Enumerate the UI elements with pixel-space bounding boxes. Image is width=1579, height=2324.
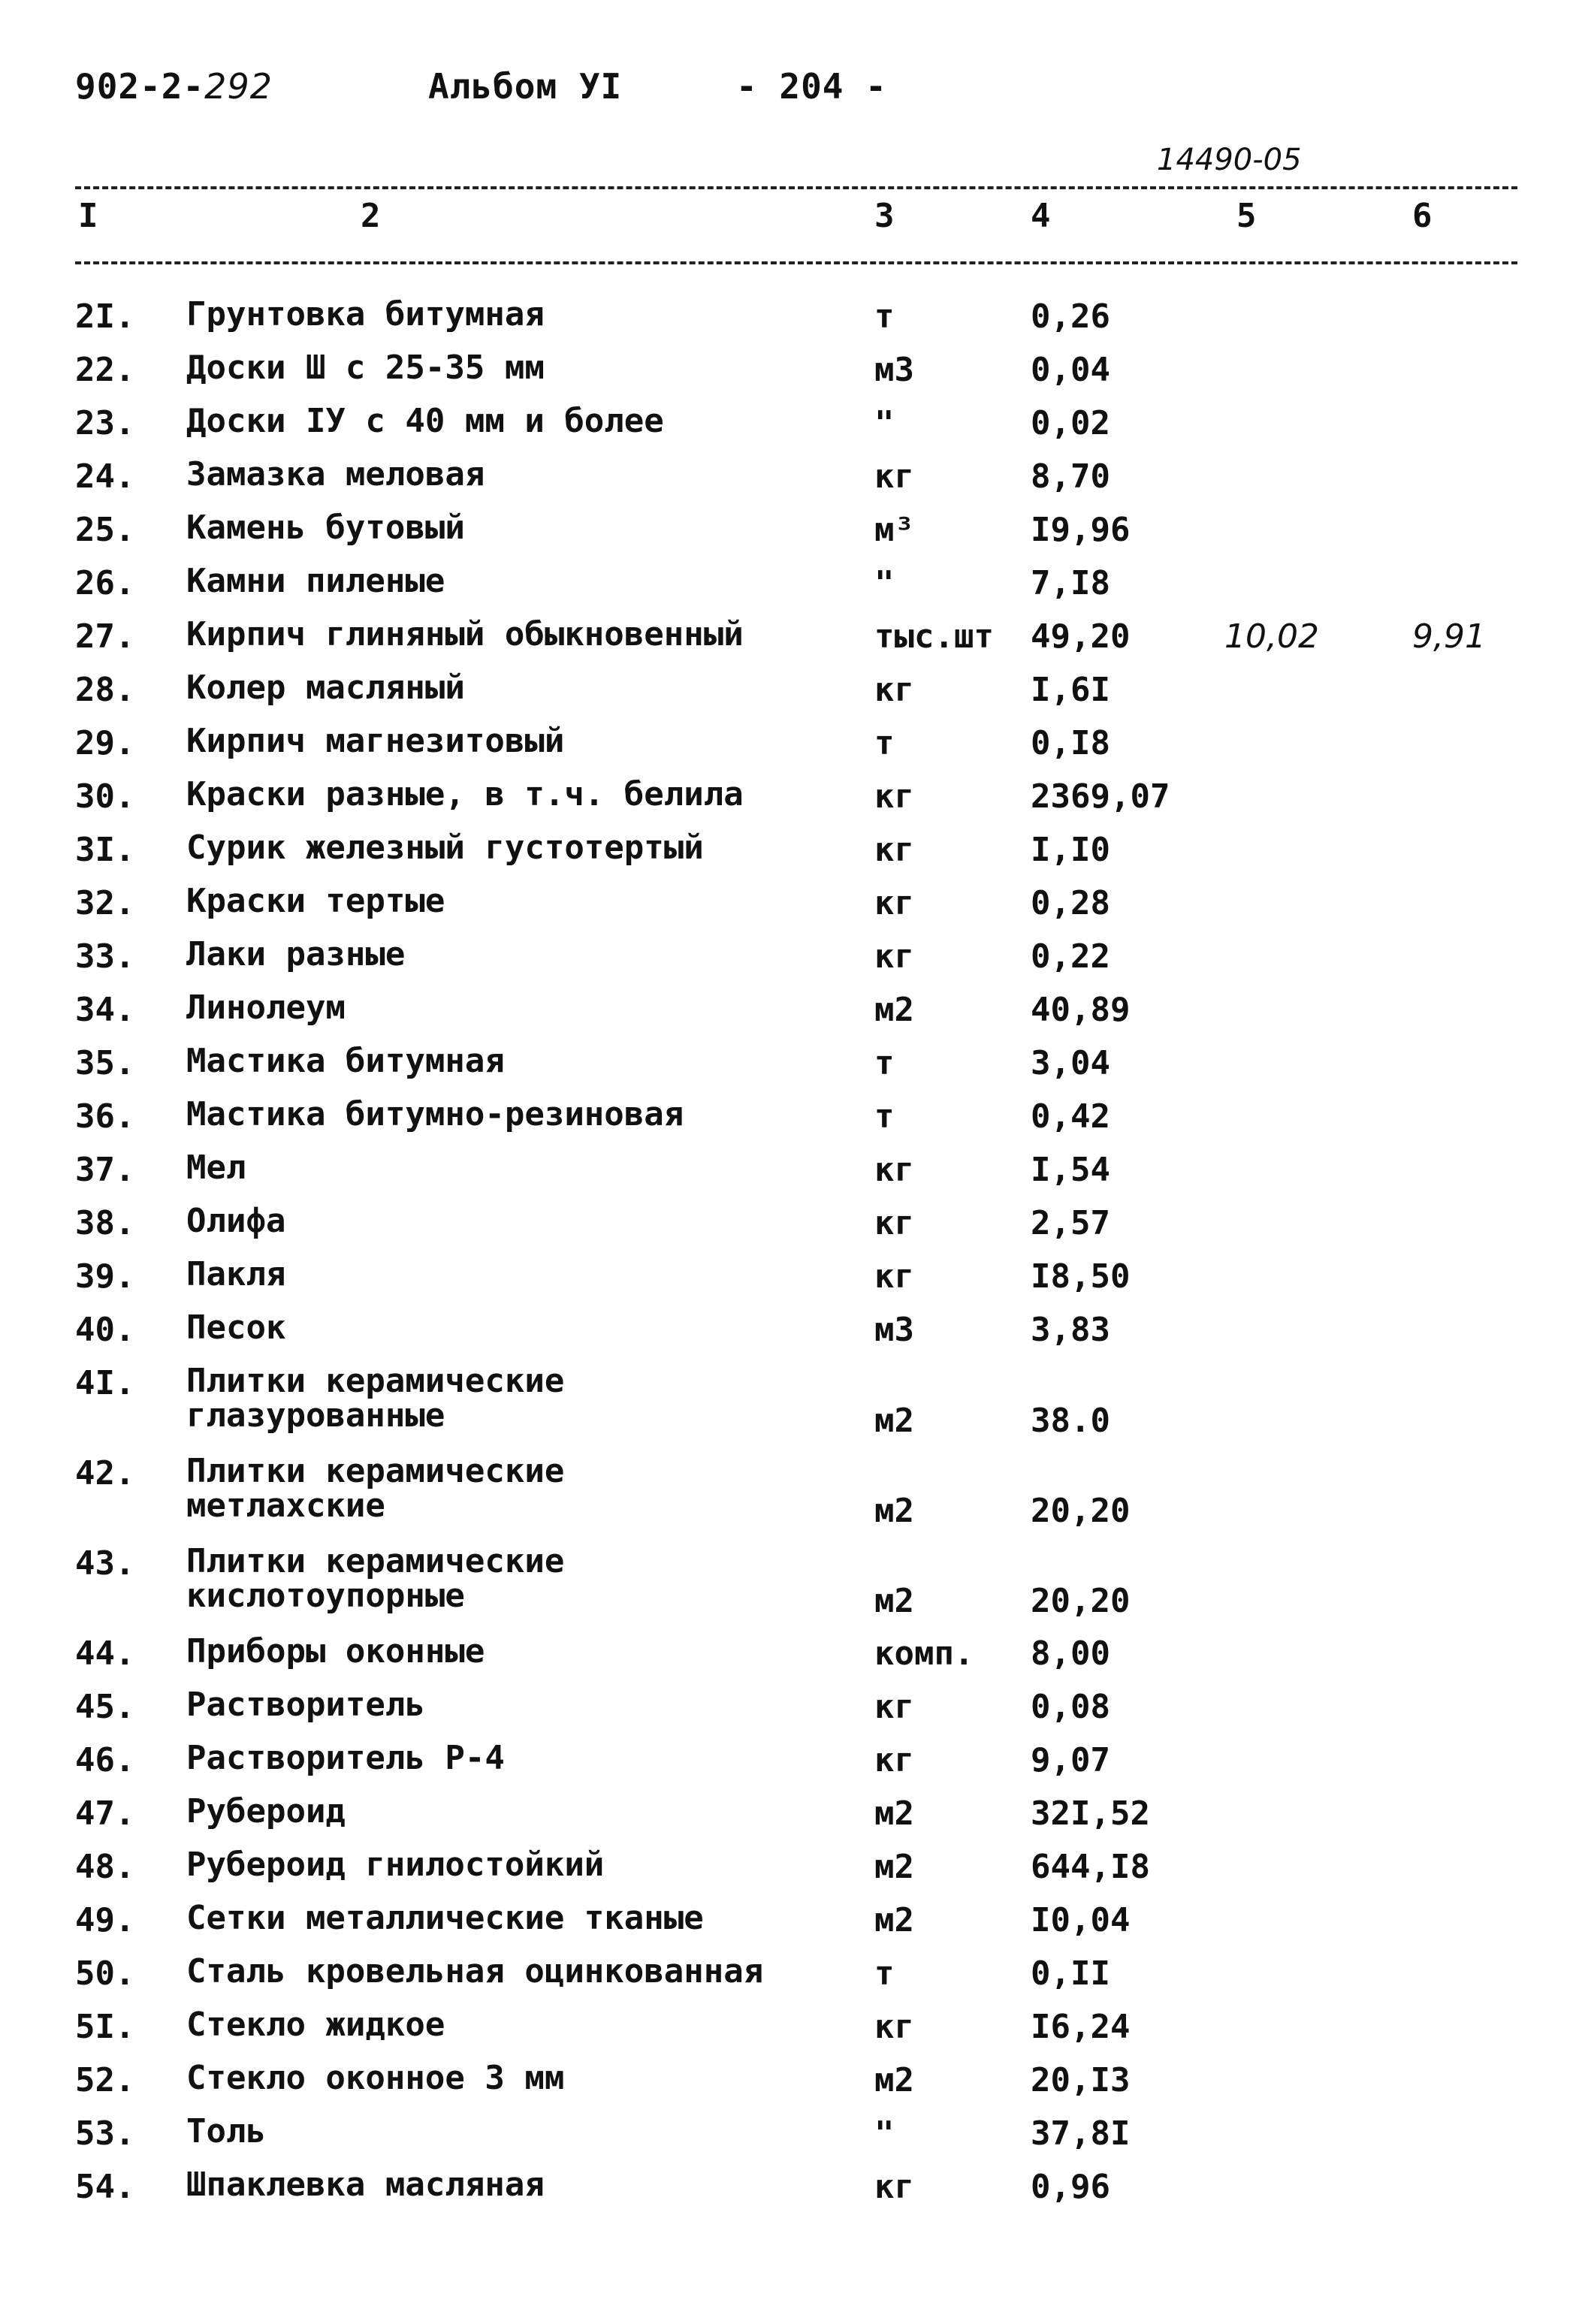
- material-name-line: Камень бутовый: [186, 509, 465, 547]
- quantity: 20,20: [1031, 1492, 1131, 1530]
- unit: ": [874, 404, 895, 442]
- unit: кг: [874, 1741, 914, 1779]
- material-name: [186, 777, 744, 812]
- table-row: [0, 1845, 1579, 1898]
- material-name-line: Замазка меловая: [186, 455, 485, 493]
- quantity: 0,96: [1031, 2168, 1110, 2206]
- material-name-line: глазурованные: [186, 1396, 445, 1435]
- row-number: 35.: [75, 1044, 135, 1082]
- unit: кг: [874, 1204, 914, 1242]
- table-row: [0, 1898, 1579, 1951]
- column-header-6: 6: [1412, 197, 1433, 235]
- row-number: 45.: [75, 1688, 135, 1726]
- material-name: [186, 671, 465, 705]
- material-name-line: Грунтовка битумная: [186, 295, 545, 334]
- row-number: 43.: [75, 1544, 135, 1583]
- quantity: 20,20: [1031, 1582, 1131, 1620]
- material-name-line: Рубероид: [186, 1792, 346, 1831]
- row-number: 40.: [75, 1311, 135, 1349]
- row-number: 49.: [75, 1901, 135, 1939]
- unit: ": [874, 564, 895, 602]
- row-number: 38.: [75, 1204, 135, 1242]
- row-number: 4I.: [75, 1364, 135, 1402]
- material-name-line: Линолеум: [186, 988, 346, 1027]
- material-name: [186, 617, 744, 652]
- row-number: 3I.: [75, 831, 135, 869]
- doc-code-printed: 902-2-: [75, 66, 205, 107]
- material-name-line: Камни пиленые: [186, 562, 445, 600]
- table-row: [0, 2005, 1579, 2058]
- row-number: 42.: [75, 1454, 135, 1492]
- row-number: 37.: [75, 1151, 135, 1189]
- table-row: [0, 1738, 1579, 1791]
- table-row: [0, 1791, 1579, 1845]
- row-number: 39.: [75, 1257, 135, 1296]
- material-name: [186, 1848, 604, 1882]
- table-row: [0, 614, 1579, 668]
- material-name: [186, 2114, 266, 2149]
- table-row: [0, 1041, 1579, 1094]
- unit: кг: [874, 1688, 914, 1726]
- quantity: 2,57: [1031, 1204, 1110, 1242]
- header-bottom-rule: [75, 261, 1517, 264]
- unit: м2: [874, 1794, 914, 1833]
- material-name-line: Сталь кровельная оцинкованная: [186, 1952, 764, 1990]
- material-name-line: Стекло жидкое: [186, 2006, 445, 2044]
- material-name-line: Толь: [186, 2112, 266, 2150]
- material-name-line: Песок: [186, 1308, 286, 1347]
- quantity: I,6I: [1031, 671, 1110, 709]
- material-name-line: Шпаклевка масляная: [186, 2166, 545, 2204]
- header-top-rule: [75, 186, 1517, 189]
- unit: кг: [874, 884, 914, 922]
- column-5-value: 10,02: [1224, 617, 1319, 656]
- column-header-4: 4: [1031, 197, 1051, 235]
- row-number: 26.: [75, 564, 135, 602]
- quantity: 9,07: [1031, 1741, 1110, 1779]
- material-name: [186, 1044, 505, 1079]
- unit: м2: [874, 2061, 914, 2099]
- table-row: [0, 508, 1579, 561]
- table-row: [0, 1631, 1579, 1685]
- material-name: [186, 1308, 286, 1347]
- row-number: 33.: [75, 937, 135, 976]
- material-name-line: Мел: [186, 1148, 246, 1187]
- quantity: 49,20: [1031, 617, 1131, 656]
- material-name: [186, 1148, 246, 1187]
- table-row: [0, 668, 1579, 721]
- table-row: [0, 1951, 1579, 2005]
- quantity: I9,96: [1031, 511, 1131, 549]
- row-number: 22.: [75, 351, 135, 389]
- material-name: [186, 1364, 862, 1433]
- material-name-line: Краски разные, в т.ч. белила: [186, 775, 744, 813]
- album-label: Альбом УI: [428, 66, 623, 107]
- table-row: [0, 881, 1579, 934]
- material-name-line: Мастика битумно-резиновая: [186, 1095, 684, 1133]
- doc-code-handwritten: 292: [204, 66, 273, 107]
- unit: кг: [874, 937, 914, 976]
- quantity: 2369,07: [1031, 777, 1170, 816]
- material-name-line: Рубероид гнилостойкий: [186, 1846, 605, 1884]
- material-name-line: Олифа: [186, 1202, 286, 1240]
- unit: м2: [874, 1901, 914, 1939]
- material-name: [186, 297, 545, 332]
- table-row: [0, 348, 1579, 401]
- row-number: 52.: [75, 2061, 135, 2099]
- row-number: 46.: [75, 1741, 135, 1779]
- table-row: [0, 774, 1579, 828]
- quantity: 3,83: [1031, 1311, 1110, 1349]
- material-name-line: Растворитель Р-4: [186, 1739, 505, 1777]
- quantity: 0,42: [1031, 1097, 1110, 1136]
- unit: т: [874, 724, 895, 762]
- unit: м2: [874, 1492, 914, 1530]
- row-number: 29.: [75, 724, 135, 762]
- table-row: [0, 1148, 1579, 1201]
- table-row: [0, 1541, 1579, 1631]
- quantity: 38.0: [1031, 1402, 1110, 1440]
- material-name-line: метлахские: [186, 1486, 385, 1525]
- material-name: [186, 511, 465, 545]
- unit: кг: [874, 457, 914, 496]
- row-number: 34.: [75, 991, 135, 1029]
- row-number: 23.: [75, 404, 135, 442]
- unit: кг: [874, 777, 914, 816]
- column-6-value: 9,91: [1412, 617, 1486, 656]
- quantity: I0,04: [1031, 1901, 1131, 1939]
- material-name: [186, 1634, 485, 1669]
- material-name: [186, 457, 485, 492]
- quantity: 0,28: [1031, 884, 1110, 922]
- row-number: 47.: [75, 1794, 135, 1833]
- unit: м3: [874, 1311, 914, 1349]
- table-row: [0, 1308, 1579, 1361]
- quantity: I6,24: [1031, 2008, 1131, 2046]
- material-name: [186, 1688, 425, 1722]
- material-name-line: Краски тертые: [186, 882, 445, 920]
- unit: т: [874, 297, 895, 336]
- material-name: [186, 2168, 545, 2202]
- material-name: [186, 1097, 684, 1132]
- table-row: [0, 1201, 1579, 1254]
- material-name-line: Плитки керамические: [186, 1362, 565, 1400]
- quantity: 3,04: [1031, 1044, 1110, 1082]
- row-number: 48.: [75, 1848, 135, 1886]
- row-number: 25.: [75, 511, 135, 549]
- materials-table: [0, 294, 1579, 2218]
- material-name-line: Плитки керамические: [186, 1542, 565, 1580]
- material-name: [186, 988, 346, 1027]
- unit: кг: [874, 2168, 914, 2206]
- unit: кг: [874, 1151, 914, 1189]
- unit: м2: [874, 1848, 914, 1886]
- quantity: 8,70: [1031, 457, 1110, 496]
- material-name-line: Приборы оконные: [186, 1632, 485, 1671]
- material-name: [186, 1454, 862, 1523]
- material-name-line: Растворитель: [186, 1686, 425, 1724]
- table-row: [0, 1254, 1579, 1308]
- material-name-line: Стекло оконное 3 мм: [186, 2059, 565, 2097]
- unit: т: [874, 1097, 895, 1136]
- row-number: 36.: [75, 1097, 135, 1136]
- quantity: I8,50: [1031, 1257, 1131, 1296]
- material-name: [186, 724, 564, 759]
- table-row: [0, 721, 1579, 774]
- quantity: 0,II: [1031, 1954, 1110, 1993]
- unit: т: [874, 1044, 895, 1082]
- material-name-line: Сурик железный густотертый: [186, 828, 704, 867]
- row-number: 27.: [75, 617, 135, 656]
- unit: кг: [874, 2008, 914, 2046]
- quantity: 0,04: [1031, 351, 1110, 389]
- table-row: [0, 988, 1579, 1041]
- quantity: 0,02: [1031, 404, 1110, 442]
- unit: тыс.шт: [874, 617, 994, 656]
- row-number: 32.: [75, 884, 135, 922]
- table-row: [0, 1451, 1579, 1541]
- material-name-line: Сетки металлические тканые: [186, 1899, 704, 1937]
- column-header-3: 3: [874, 197, 895, 235]
- material-name: [186, 1901, 704, 1936]
- table-row: [0, 1094, 1579, 1148]
- quantity: 37,8I: [1031, 2114, 1131, 2153]
- unit: кг: [874, 1257, 914, 1296]
- material-name-line: Лаки разные: [186, 935, 406, 973]
- material-name: [186, 937, 405, 972]
- material-name: [186, 2061, 564, 2096]
- material-name-line: Доски Ш с 25-35 мм: [186, 349, 545, 387]
- quantity: 7,I8: [1031, 564, 1110, 602]
- material-name-line: Кирпич глиняный обыкновенный: [186, 615, 744, 653]
- table-row: [0, 561, 1579, 614]
- page-number: - 204 -: [736, 66, 887, 107]
- quantity: 0,26: [1031, 297, 1110, 336]
- material-name: [186, 404, 664, 439]
- unit: т: [874, 1954, 895, 1993]
- unit: комп.: [874, 1634, 974, 1673]
- quantity: 0,08: [1031, 1688, 1110, 1726]
- material-name: [186, 828, 704, 867]
- material-name-line: Плитки керамические: [186, 1452, 565, 1490]
- unit: кг: [874, 831, 914, 869]
- quantity: 8,00: [1031, 1634, 1110, 1673]
- row-number: 30.: [75, 777, 135, 816]
- column-header-5: 5: [1236, 197, 1257, 235]
- unit: м3: [874, 351, 914, 389]
- table-row: [0, 2058, 1579, 2111]
- material-name: [186, 564, 445, 599]
- unit: м2: [874, 1582, 914, 1620]
- column-header-2: 2: [361, 197, 381, 235]
- material-name: [186, 2008, 445, 2042]
- material-name: [186, 1741, 505, 1776]
- quantity: 644,I8: [1031, 1848, 1150, 1886]
- table-row: [0, 934, 1579, 988]
- material-name: [186, 1544, 862, 1613]
- row-number: 2I.: [75, 297, 135, 336]
- unit: м³: [874, 511, 914, 549]
- unit: м2: [874, 991, 914, 1029]
- unit: м2: [874, 1402, 914, 1440]
- row-number: 5I.: [75, 2008, 135, 2046]
- row-number: 53.: [75, 2114, 135, 2153]
- material-name-line: Мастика битумная: [186, 1042, 505, 1080]
- quantity: 0,22: [1031, 937, 1110, 976]
- table-row: [0, 2111, 1579, 2165]
- unit: кг: [874, 671, 914, 709]
- material-name-line: кислотоупорные: [186, 1577, 465, 1615]
- table-row: [0, 454, 1579, 508]
- quantity: I,I0: [1031, 831, 1110, 869]
- quantity: 0,I8: [1031, 724, 1110, 762]
- material-name-line: Кирпич магнезитовый: [186, 722, 565, 760]
- material-name: [186, 1257, 285, 1292]
- table-row: [0, 294, 1579, 348]
- material-name: [186, 1794, 346, 1829]
- material-name: [186, 351, 545, 385]
- quantity: 20,I3: [1031, 2061, 1131, 2099]
- material-name: [186, 1954, 763, 1989]
- table-row: [0, 1361, 1579, 1451]
- row-number: 24.: [75, 457, 135, 496]
- table-row: [0, 401, 1579, 454]
- doc-code: [75, 66, 273, 107]
- row-number: 28.: [75, 671, 135, 709]
- unit: ": [874, 2114, 895, 2153]
- table-row: [0, 828, 1579, 881]
- material-name-line: Колер масляный: [186, 669, 465, 707]
- row-number: 54.: [75, 2168, 135, 2206]
- quantity: 32I,52: [1031, 1794, 1150, 1833]
- material-name-line: Доски IУ с 40 мм и более: [186, 402, 664, 440]
- row-number: 50.: [75, 1954, 135, 1993]
- handwritten-note: 14490-05: [1157, 143, 1302, 177]
- table-row: [0, 2165, 1579, 2218]
- material-name: [186, 884, 445, 919]
- row-number: 44.: [75, 1634, 135, 1673]
- quantity: 40,89: [1031, 991, 1131, 1029]
- material-name-line: Пакля: [186, 1255, 286, 1293]
- quantity: I,54: [1031, 1151, 1110, 1189]
- column-header-1: I: [78, 197, 98, 235]
- table-row: [0, 1685, 1579, 1738]
- material-name: [186, 1204, 285, 1239]
